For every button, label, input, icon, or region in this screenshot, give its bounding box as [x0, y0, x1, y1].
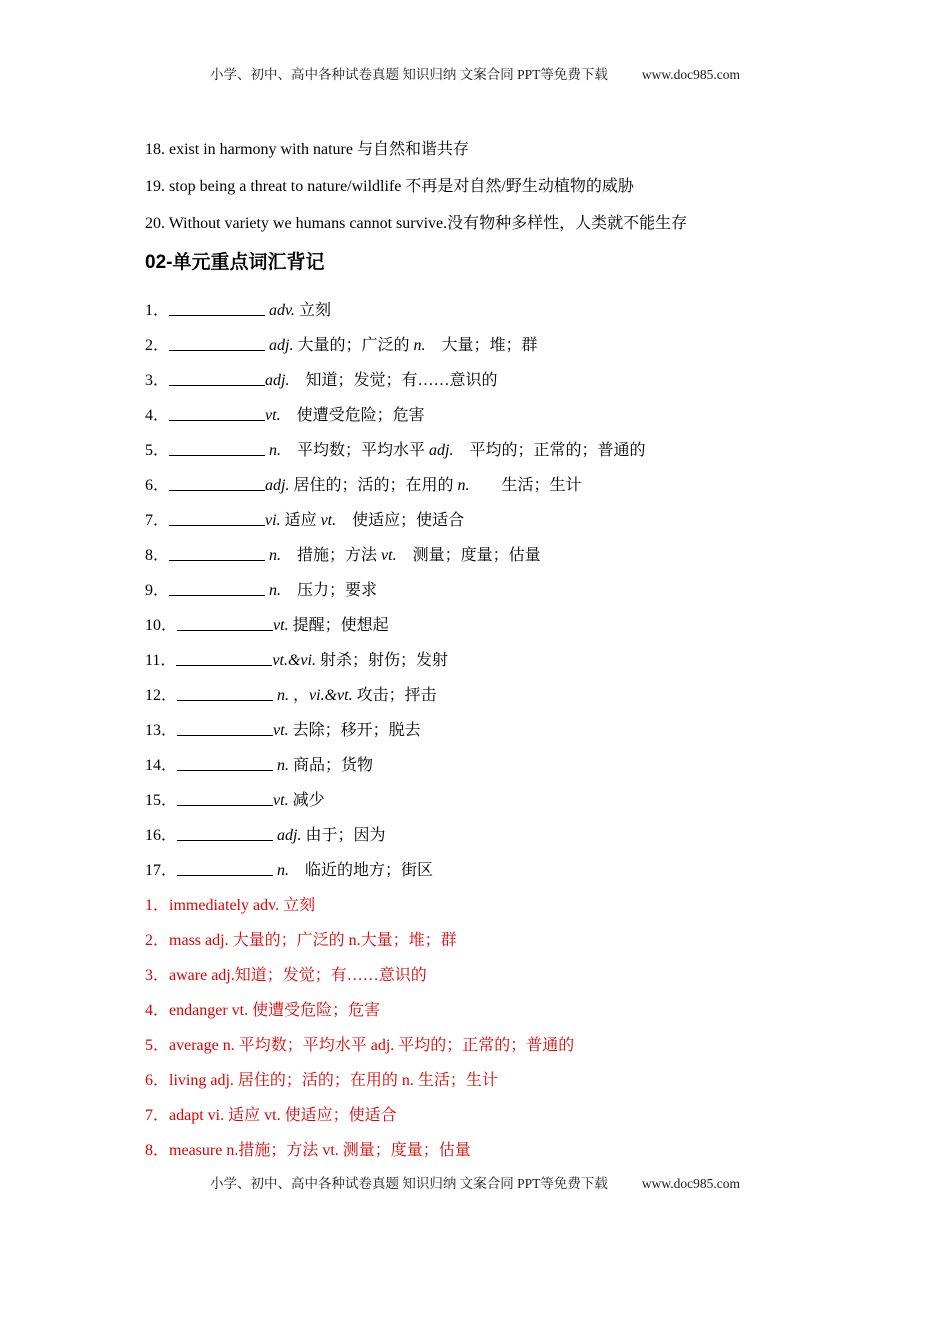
fill-in-blank — [177, 687, 273, 701]
pos-label-2: vt. — [381, 547, 397, 564]
pos-label: adj. — [273, 827, 302, 844]
vocab-blank-item — [145, 790, 830, 812]
definition: 措施；方法 — [281, 547, 382, 564]
definition-2: 使适应；使适合 — [336, 512, 465, 529]
item-number: 11． — [145, 652, 177, 669]
pos-label: adj. — [265, 337, 294, 354]
footer-text: 小学、初中、高中各种试卷真题 知识归纳 文案合同 PPT等免费下载 — [210, 1176, 608, 1191]
item-number: 20. — [145, 215, 165, 232]
pos-label: n. — [273, 757, 290, 774]
phrase-chinese: 没有物种多样性，人类就不能生存 — [447, 215, 688, 232]
answer-item — [145, 930, 830, 952]
answer-definition: vt. 使遭受危险；危害 — [227, 1002, 381, 1019]
fill-in-blank — [177, 722, 273, 736]
pos-label-2: adj. — [429, 442, 454, 459]
vocab-blank-item — [145, 615, 830, 637]
phrase-item — [145, 176, 830, 198]
vocab-blank-item — [145, 860, 830, 882]
item-number: 10． — [145, 617, 178, 634]
answer-definition: adj.知道；发觉；有……意识的 — [207, 967, 427, 984]
item-number: 13． — [145, 722, 178, 739]
pos-label-2: vi.&vt. — [309, 687, 353, 704]
pos-label: vt. — [273, 617, 289, 634]
vocab-word: immediately — [169, 897, 249, 914]
answer-item — [145, 1035, 830, 1057]
definition: 减少 — [288, 792, 325, 809]
fill-in-blank — [169, 547, 265, 561]
vocab-word: mass — [169, 932, 202, 949]
vocab-blank-item — [145, 440, 830, 462]
definition: 由于；因为 — [301, 827, 386, 844]
answer-definition: adv. 立刻 — [249, 897, 316, 914]
pos-label: adv. — [265, 302, 295, 319]
item-number: 4． — [145, 1002, 170, 1019]
answer-item — [145, 965, 830, 987]
vocab-blank-item — [145, 685, 830, 707]
item-number: 7． — [145, 512, 170, 529]
vocab-blank-item — [145, 405, 830, 427]
fill-in-blank — [177, 827, 273, 841]
vocab-blank-item — [145, 545, 830, 567]
item-number: 3． — [145, 372, 170, 389]
definition: 压力；要求 — [281, 582, 378, 599]
pos-label: adj. — [265, 372, 290, 389]
definition: 商品；货物 — [289, 757, 374, 774]
definition: 临近的地方；街区 — [289, 862, 434, 879]
item-number: 1． — [145, 302, 170, 319]
definition-2: 攻击；抨击 — [352, 687, 437, 704]
answer-list — [145, 895, 830, 1162]
phrase-chinese: 与自然和谐共存 — [352, 141, 469, 158]
definition: 居住的；活的；在用的 — [289, 477, 458, 494]
item-number: 2． — [145, 932, 170, 949]
item-number: 9． — [145, 582, 170, 599]
vocab-word: measure — [169, 1142, 223, 1159]
header-url: www.doc985.com — [641, 67, 740, 82]
fill-in-blank — [169, 372, 265, 386]
vocab-blank-item — [145, 475, 830, 497]
item-number: 5． — [145, 442, 170, 459]
pos-label: vt. — [273, 792, 289, 809]
vocab-blank-item — [145, 755, 830, 777]
document-content — [0, 139, 950, 1162]
definition-2: 测量；度量；估量 — [396, 547, 541, 564]
fill-in-blank — [169, 337, 265, 351]
item-number: 8． — [145, 1142, 170, 1159]
pos-label: n. — [265, 442, 282, 459]
answer-item — [145, 1105, 830, 1127]
footer-url: www.doc985.com — [641, 1176, 740, 1191]
pos-label: vt. — [273, 722, 289, 739]
item-number: 6． — [145, 477, 170, 494]
pos-label-2: vt. — [320, 512, 337, 529]
answer-definition: n. 平均数；平均水平 adj. 平均的；正常的；普通的 — [218, 1037, 575, 1054]
answer-definition: vi. 适应 vt. 使适应；使适合 — [203, 1107, 397, 1124]
definition: 适应 — [280, 512, 321, 529]
vocab-word: living — [169, 1072, 207, 1089]
definition: 平均数；平均水平 — [281, 442, 430, 459]
definition: 提醒；使想起 — [288, 617, 389, 634]
vocab-blank-item — [145, 370, 830, 392]
pos-label: n. — [273, 687, 290, 704]
vocab-blank-list — [145, 300, 830, 882]
answer-definition: adj. 大量的；广泛的 n.大量；堆；群 — [201, 932, 457, 949]
pos-label: n. — [265, 547, 282, 564]
item-number: 12． — [145, 687, 178, 704]
item-number: 19. — [145, 178, 165, 195]
header-text: 小学、初中、高中各种试卷真题 知识归纳 文案合同 PPT等免费下载 — [210, 67, 608, 82]
item-number: 5． — [145, 1037, 170, 1054]
fill-in-blank — [169, 302, 265, 316]
item-number: 14． — [145, 757, 178, 774]
fill-in-blank — [177, 862, 273, 876]
pos-label-2: n. — [413, 337, 426, 354]
item-number: 3． — [145, 967, 170, 984]
fill-in-blank — [169, 582, 265, 596]
item-number: 7． — [145, 1107, 170, 1124]
phrase-english: exist in harmony with nature — [165, 141, 353, 158]
phrase-item — [145, 139, 830, 161]
answer-item — [145, 1000, 830, 1022]
item-number: 8． — [145, 547, 170, 564]
vocab-blank-item — [145, 720, 830, 742]
pos-label-2: n. — [457, 477, 470, 494]
pos-label: n. — [265, 582, 282, 599]
fill-in-blank — [169, 442, 265, 456]
page-footer — [0, 1175, 950, 1193]
definition: 射杀；射伤；发射 — [315, 652, 448, 669]
pos-label: vi. — [265, 512, 281, 529]
fill-in-blank — [169, 512, 265, 526]
vocab-blank-item — [145, 510, 830, 532]
vocab-word: average — [169, 1037, 219, 1054]
definition: ， — [289, 687, 310, 704]
definition-2: 平均的；正常的；普通的 — [453, 442, 646, 459]
definition: 立刻 — [294, 302, 331, 319]
item-number: 1． — [145, 897, 170, 914]
item-number: 15． — [145, 792, 178, 809]
vocab-word: aware — [169, 967, 208, 984]
vocab-blank-item — [145, 825, 830, 847]
item-number: 17． — [145, 862, 178, 879]
vocab-blank-item — [145, 580, 830, 602]
answer-item — [145, 895, 830, 917]
fill-in-blank — [177, 617, 273, 631]
pos-label: vt. — [265, 407, 281, 424]
item-number: 4． — [145, 407, 170, 424]
item-number: 6． — [145, 1072, 170, 1089]
phrase-english: Without variety we humans cannot survive. — [165, 215, 448, 232]
vocab-word: adapt — [169, 1107, 204, 1124]
answer-definition: n.措施；方法 vt. 测量；度量；估量 — [222, 1142, 471, 1159]
answer-definition: adj. 居住的；活的；在用的 n. 生活；生计 — [206, 1072, 498, 1089]
fill-in-blank — [169, 407, 265, 421]
definition: 大量的；广泛的 — [293, 337, 414, 354]
definition: 知道；发觉；有……意识的 — [289, 372, 498, 389]
fill-in-blank — [169, 477, 265, 491]
pos-label: vt.&vi. — [272, 652, 316, 669]
definition-2: 生活；生计 — [469, 477, 582, 494]
vocab-blank-item — [145, 335, 830, 357]
section-heading: 02-单元重点词汇背记 — [145, 252, 325, 273]
fill-in-blank — [177, 792, 273, 806]
pos-label: n. — [273, 862, 290, 879]
item-number: 16． — [145, 827, 178, 844]
phrase-list — [145, 139, 830, 235]
pos-label: adj. — [265, 477, 290, 494]
answer-item — [145, 1070, 830, 1092]
definition-2: 大量；堆；群 — [425, 337, 538, 354]
vocab-blank-item — [145, 650, 830, 672]
item-number: 18. — [145, 141, 165, 158]
phrase-chinese: 不再是对自然/野生动植物的威胁 — [401, 178, 634, 195]
phrase-item — [145, 213, 830, 235]
answer-item — [145, 1140, 830, 1162]
item-number: 2． — [145, 337, 170, 354]
phrase-english: stop being a threat to nature/wildlife — [165, 178, 402, 195]
page-header — [0, 66, 950, 84]
vocab-blank-item — [145, 300, 830, 322]
vocab-word: endanger — [169, 1002, 228, 1019]
definition: 去除；移开；脱去 — [288, 722, 421, 739]
definition: 使遭受危险；危害 — [280, 407, 425, 424]
fill-in-blank — [176, 652, 272, 666]
fill-in-blank — [177, 757, 273, 771]
